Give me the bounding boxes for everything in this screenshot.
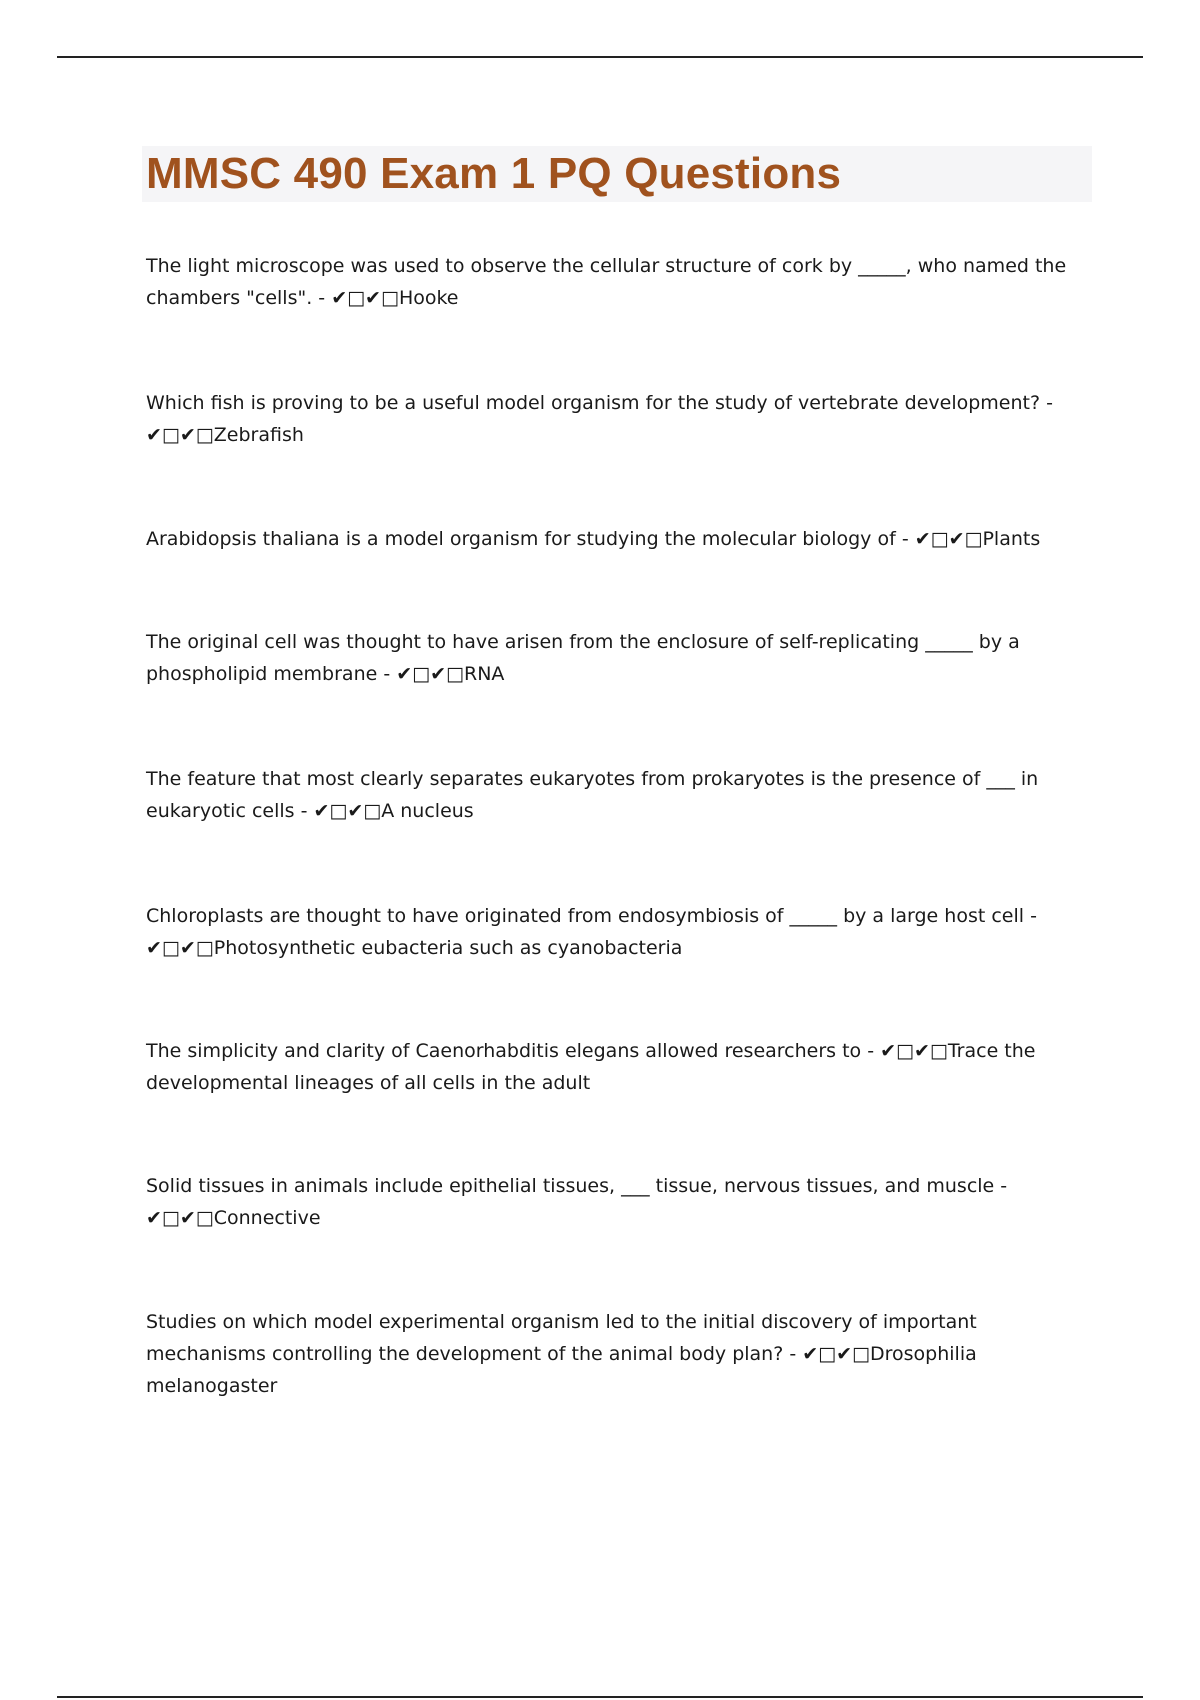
- document-title: MMSC 490 Exam 1 PQ Questions: [146, 149, 842, 198]
- separator: -: [895, 528, 915, 550]
- qa-item: [146, 1170, 1076, 1234]
- answer-text: Trace the developmental lineages of all cells in the adult: [146, 1040, 1036, 1094]
- answer-text: Connective: [213, 1207, 321, 1229]
- separator: -: [783, 1343, 803, 1365]
- separator: -: [994, 1175, 1008, 1197]
- answer-text: Hooke: [398, 287, 459, 309]
- question-text: Arabidopsis thaliana is a model organism for studying the molecular biology of: [146, 528, 896, 550]
- question-text: The simplicity and clarity of Caenorhabditis elegans allowed researchers to: [146, 1040, 862, 1062]
- separator: -: [377, 663, 397, 685]
- answer-text: RNA: [464, 663, 505, 685]
- qa-item: [146, 1306, 1076, 1402]
- answer-marker: ✔□✔□: [331, 287, 399, 309]
- separator: -: [312, 287, 332, 309]
- qa-item: [146, 1035, 1076, 1099]
- top-rule: [57, 56, 1143, 58]
- answer-marker: ✔□✔□: [146, 1207, 214, 1229]
- bottom-rule: [57, 1696, 1143, 1698]
- qa-item: [146, 523, 1076, 555]
- answer-marker: ✔□✔□: [146, 937, 214, 959]
- separator: -: [861, 1040, 881, 1062]
- answer-marker: ✔□✔□: [914, 528, 983, 550]
- qa-item: [146, 626, 1076, 690]
- question-text: The feature that most clearly separates eukaryotes from prokaryotes is the presence of ___ in eukaryotic cells: [146, 768, 1039, 822]
- answer-marker: ✔□✔□: [880, 1040, 948, 1062]
- answer-marker: ✔□✔□: [146, 424, 214, 446]
- answer-marker: ✔□✔□: [396, 663, 464, 685]
- answer-text: Plants: [982, 528, 1041, 550]
- question-text: Studies on which model experimental organism led to the initial discovery of important mechanisms controlling the development of the animal body plan?: [146, 1311, 977, 1365]
- answer-text: Photosynthetic eubacteria such as cyanobacteria: [213, 937, 683, 959]
- answer-text: A nucleus: [381, 800, 474, 822]
- question-text: The light microscope was used to observe the cellular structure of cork by _____, who named the chambers "cells".: [146, 255, 1067, 309]
- separator: -: [1024, 905, 1037, 927]
- answer-marker: ✔□✔□: [313, 800, 382, 822]
- qa-item: [146, 250, 1076, 314]
- answer-marker: ✔□✔□: [802, 1343, 870, 1365]
- question-text: Chloroplasts are thought to have originated from endosymbiosis of _____ by a large host cell: [146, 905, 1025, 927]
- question-text: Solid tissues in animals include epithelial tissues, ___ tissue, nervous tissues, and muscle: [146, 1175, 995, 1197]
- separator: -: [294, 800, 314, 822]
- answer-text: Zebrafish: [213, 424, 304, 446]
- qa-item: [146, 763, 1076, 827]
- qa-item: [146, 900, 1076, 964]
- answer-text: Drosophilia melanogaster: [146, 1343, 977, 1397]
- question-text: Which fish is proving to be a useful model organism for the study of vertebrate development?: [146, 392, 1041, 414]
- qa-item: [146, 387, 1076, 451]
- separator: -: [1040, 392, 1053, 414]
- question-text: The original cell was thought to have arisen from the enclosure of self-replicating _____ by a phospholipid membrane: [146, 631, 1020, 685]
